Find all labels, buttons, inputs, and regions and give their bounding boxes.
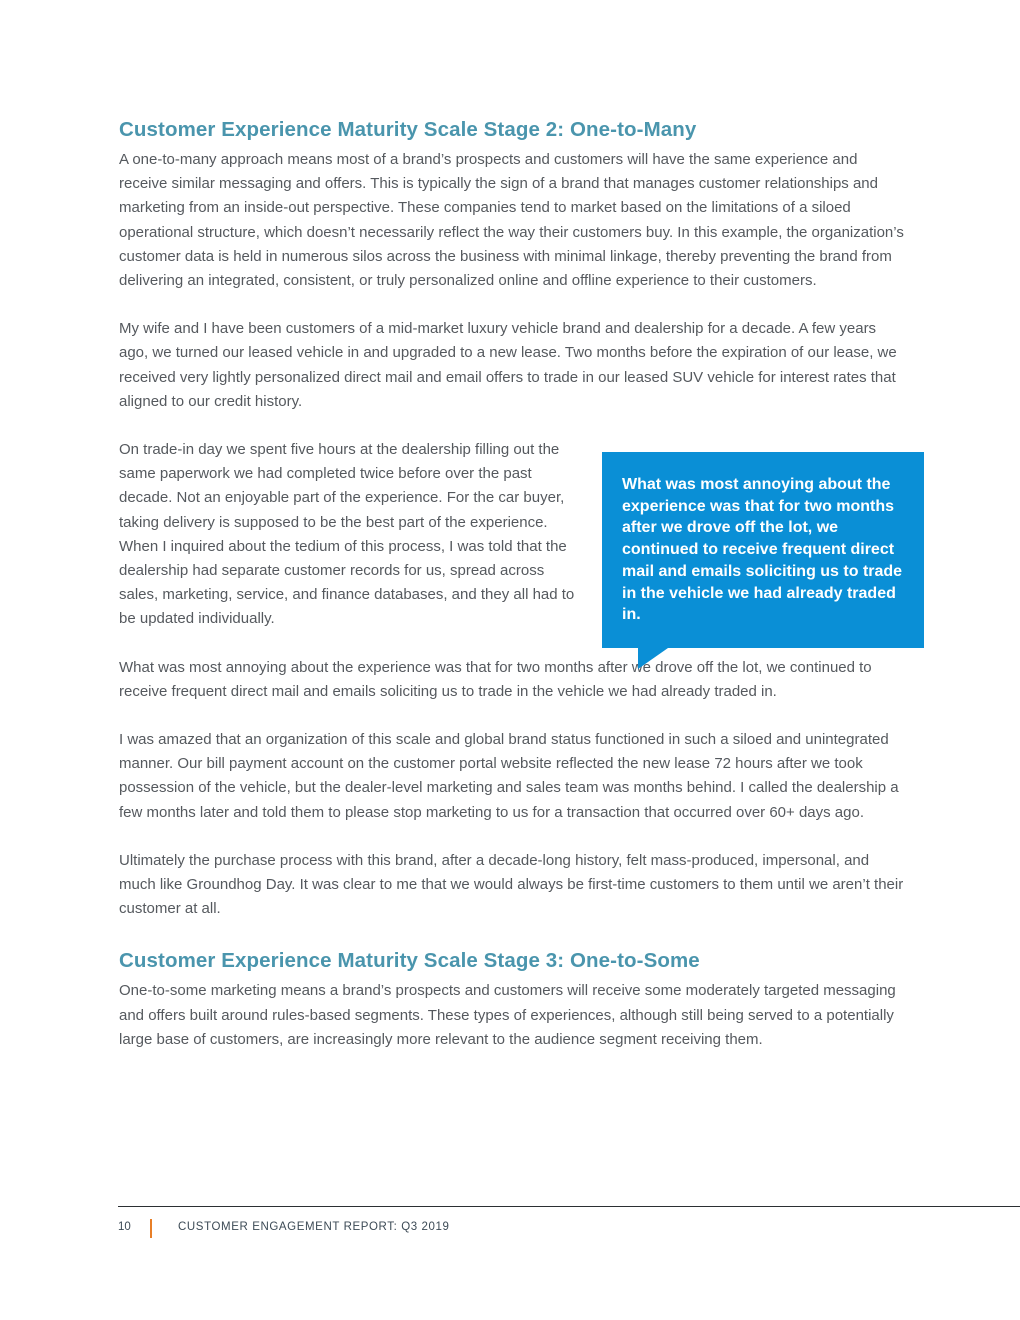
footer-accent-bar — [150, 1219, 152, 1238]
section-heading-stage-2: Customer Experience Maturity Scale Stage 2: One-to-Many — [119, 118, 697, 141]
stage-2-paragraph-annoying: What was most annoying about the experience was that for two months after we drove off the lot, we continued to receive frequent direct mail and emails soliciting us to trade in the vehicle we had already traded in. — [119, 658, 872, 700]
speech-bubble-tail-icon — [638, 648, 668, 669]
pull-quote-callout — [602, 452, 924, 648]
page-number: 10 — [118, 1221, 131, 1233]
footer-report-title: CUSTOMER ENGAGEMENT REPORT: Q3 2019 — [178, 1221, 450, 1233]
stage-2-paragraph-trade-in-day: On trade-in day we spent five hours at the dealership filling out the same paperwork we had completed twice before over the past decade. Not an enjoyable part of the experience. For the car buyer, taking delivery is supposed to be the best part of the experience. When I inquired about the tedium of this process, I was told that the dealership had separate customer records for us, spread across sales, marketing, service, and finance databases, and they all had to be updated individually. — [119, 441, 575, 628]
text-beside-callout — [119, 438, 581, 632]
pull-quote-text: What was most annoying about the experience was that for two months after we drove off the lot, we continued to receive frequent direct mail and emails soliciting us to trade in the vehicle we had already traded in. — [622, 476, 903, 624]
stage-3-paragraph-intro: One-to-some marketing means a brand’s prospects and customers will receive some moderately targeted messaging and offers built around rules-based segments. These types of experiences, although still being served to a potentially large base of customers, are increasingly more relevant to the audience segment receiving them. — [119, 982, 896, 1048]
stage-2-paragraph-intro: A one-to-many approach means most of a brand’s prospects and customers will have the same experience and receive similar messaging and offers. This is typically the sign of a brand that manages customer relationships and marketing from an inside-out perspective. These companies tend to market based on the limitations of a siloed operational structure, which doesn’t necessarily reflect the way their customers buy. In this example, the organization’s customer data is held in numerous silos across the business with minimal linkage, thereby preventing the brand from delivering an integrated, consistent, or truly personalized online and offline experience to their customers. — [119, 151, 904, 290]
stage-2-paragraph-story-start: My wife and I have been customers of a mid-market luxury vehicle brand and dealership for a decade. A few years ago, we turned our leased vehicle in and upgraded to a new lease. Two months before the expiration of our lease, we received very lightly personalized direct mail and email offers to trade in our leased SUV vehicle for interest rates that aligned to our credit history. — [119, 320, 897, 410]
stage-2-paragraph-amazed: I was amazed that an organization of this scale and global brand status functioned in such a siloed and unintegrated manner. Our bill payment account on the customer portal website reflected the new lease 72 hours after we took possession of the vehicle, but the dealer-level marketing and sales team was months behind. I called the dealership a few months later and told them to please stop marketing to us for a transaction that occurred over 60+ days ago. — [119, 731, 899, 821]
footer-divider — [118, 1206, 1020, 1207]
section-heading-stage-3: Customer Experience Maturity Scale Stage 3: One-to-Some — [119, 949, 700, 973]
stage-2-paragraph-ultimately: Ultimately the purchase process with this brand, after a decade-long history, felt mass-produced, impersonal, and much like Groundhog Day. It was clear to me that we would always be first-time customers to them until we aren’t their customer at all. — [119, 851, 904, 918]
